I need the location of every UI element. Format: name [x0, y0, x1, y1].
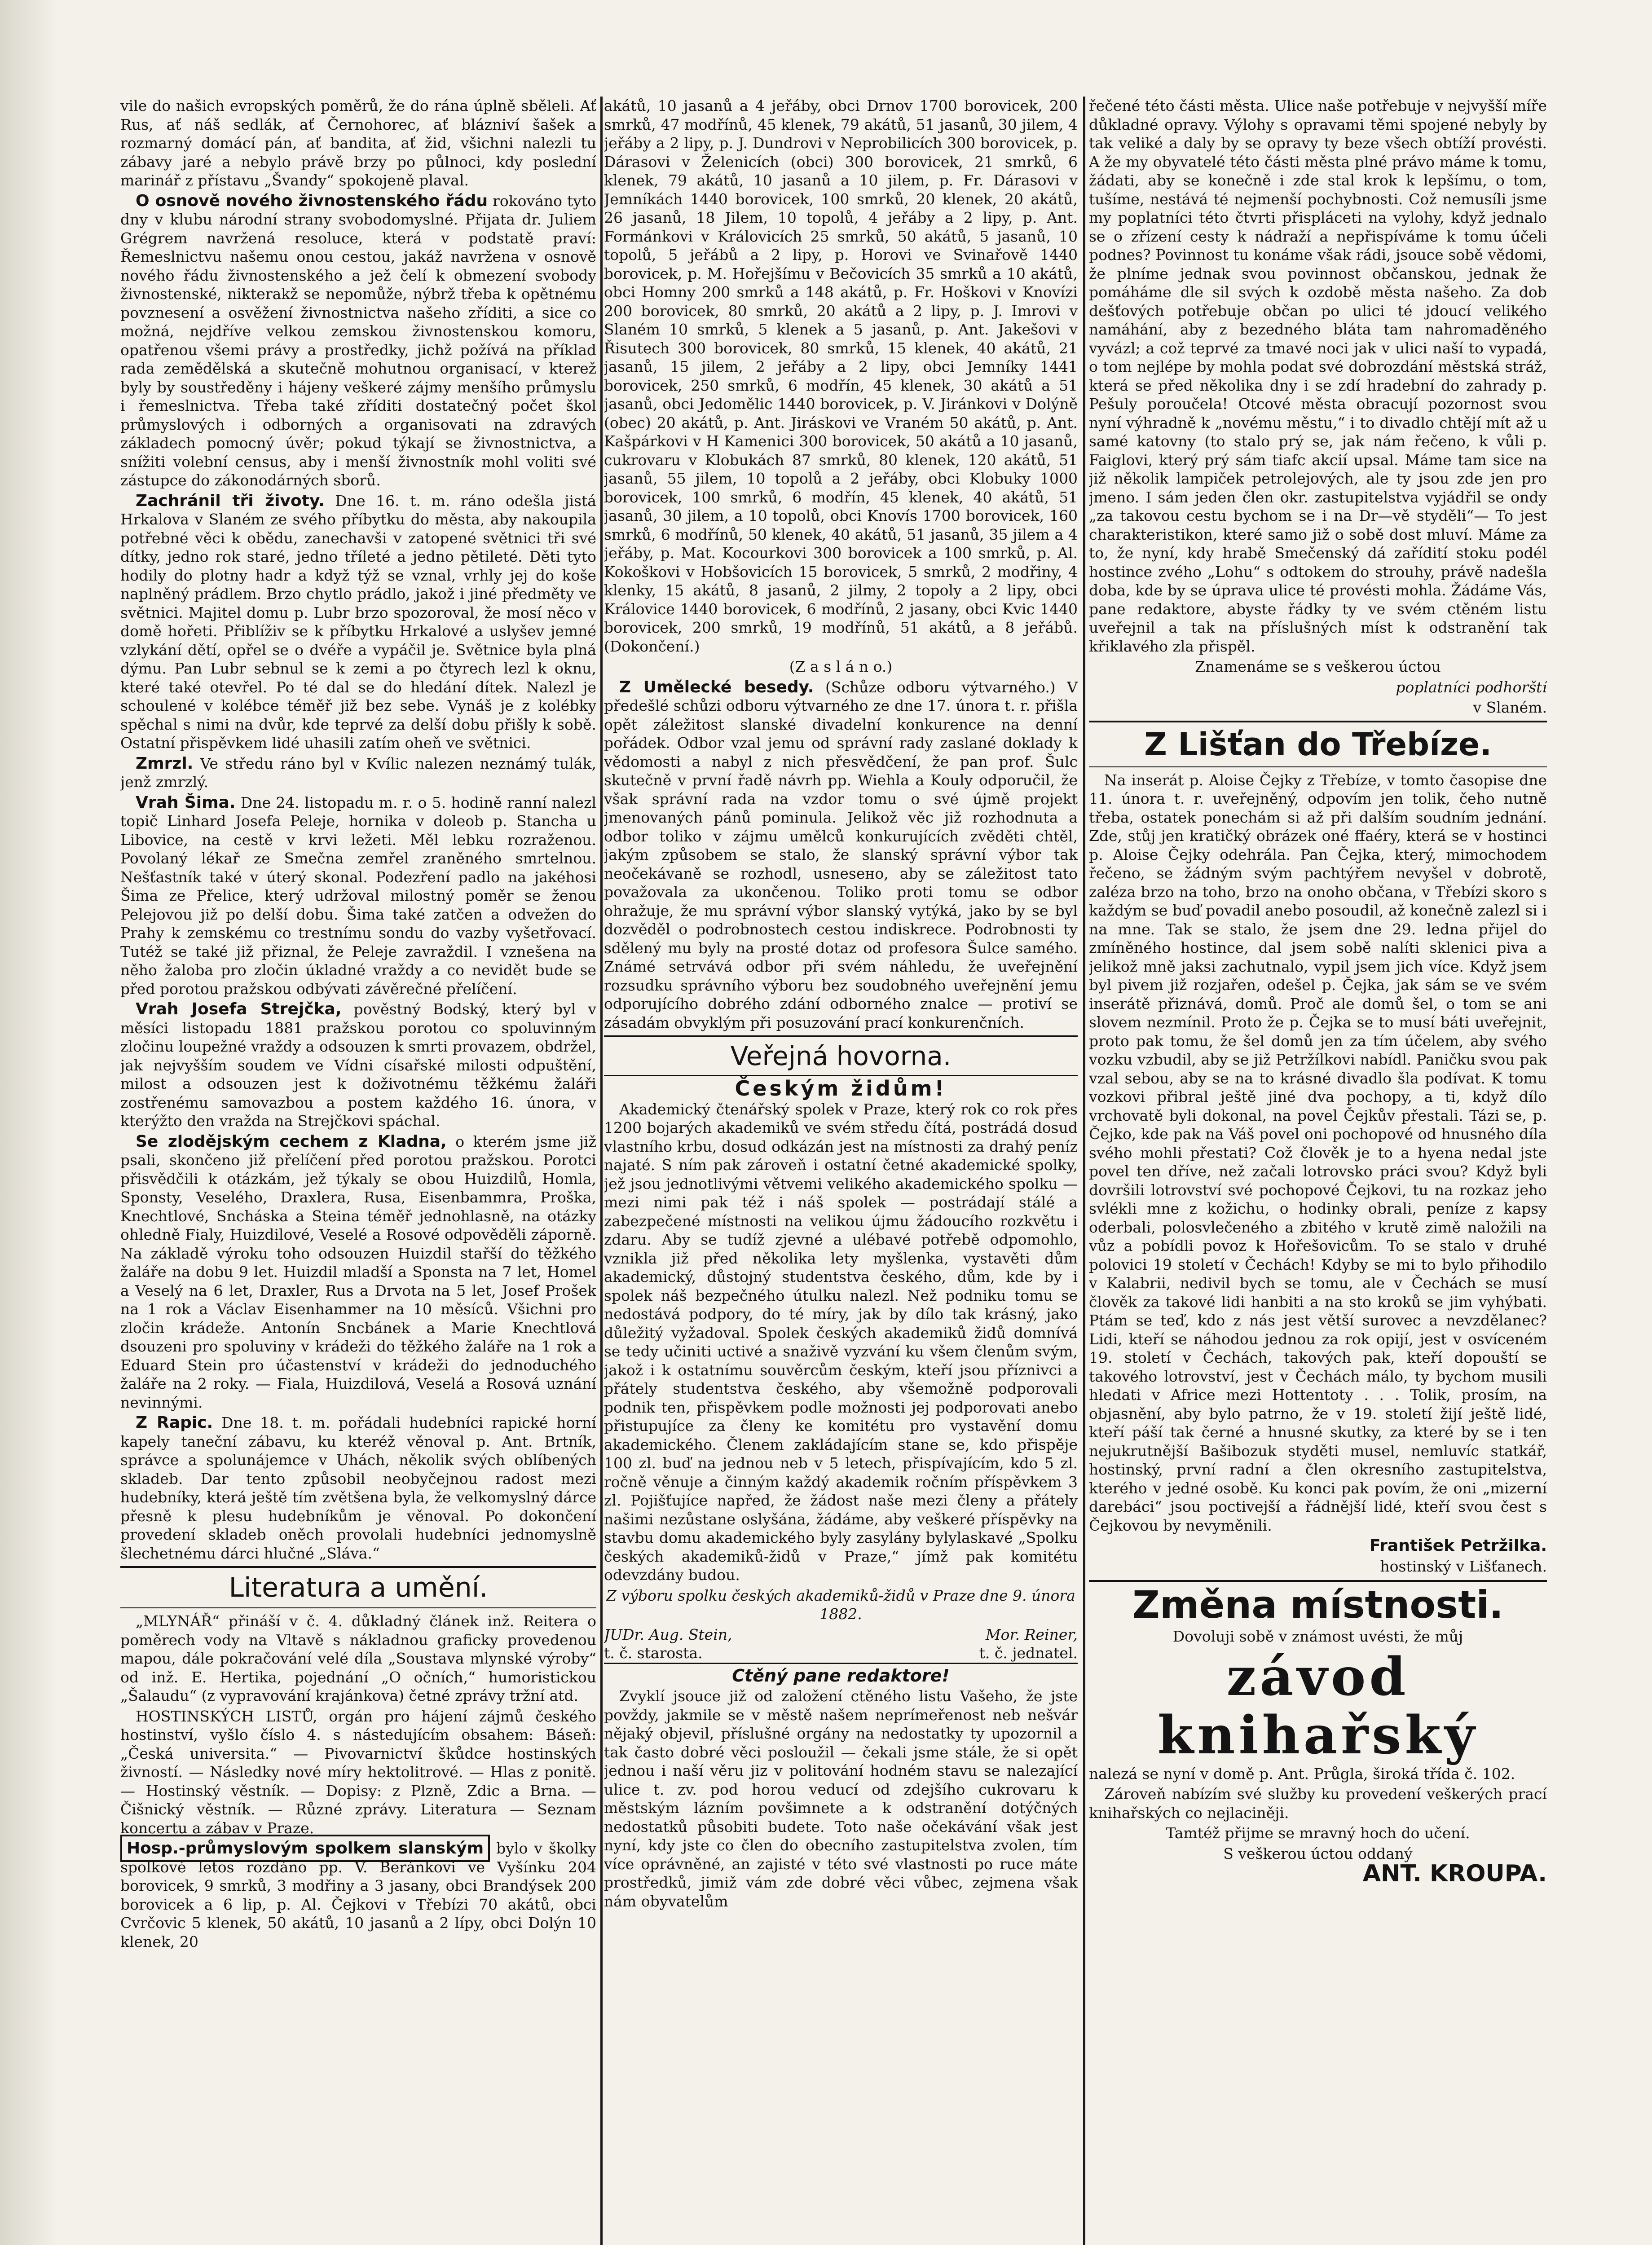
article: [120, 1000, 596, 1131]
article-text: řečené této části města. Ulice naše potřebuje v nejvyšší míře důkladné opravy. Výlohy s opravami těmi spojené nebyly by tak veliké a daly by se opravy ty beze všech obtíží provésti. A že my obyvatelé této části města plné právo máme k tomu, žádati, aby se konečně i zde stal krok k lepšímu, o tom, tušíme, nestává té nejmenší pochybnosti. Což nemusíli jsme my poplatníci této čtvrti přispláceti na vylohy, když jednalo se o zřízení cesty k nádraží a nepřispíváme k tomu účeli podnes? Povinnost tu konáme však rádi, jsouce sobě vědomi, že plníme jednak svou povinnost občanskou, jednak že pomáháme dle sil svých k ozdobě města našeho. Za dob dešťových potřebuje občan po ulici té jdoucí velikého namáhání, aby z bezedného bláta tam nahromaděného vyvázl; a což teprvé za tmavé noci jak v ulici naší to vypadá, o tom nejlépe by mohla podat své dobrozdání městská stráž, která se před několika dny i se zdí hradební do zahrady p. Pešuly poroučela! Otcové města obracují pozornost svou nyní výhradně k „novému městu,“ i to divadlo chtějí mít až u samé katovny (to stalo prý se, jak nám řečeno, k vůli p. Faiglovi, který prý sám tiafc akcií upsal. Máme tam sice na již několik lampiček petrolejových, ale ty jsou zde jen pro jmeno. I sám jeden člen okr. zastupitelstva vyjádřil se ondy „za takovou cestu bychom se i na Dr—vě styděli“— To jest charakteristikon, které samo již o sobě dost mluví. Máme za to, že nyní, kdy hrabě Smečenský dá zařídití stoku podél hostince zvého „Lohu“ s odtokem do strouhy, právě nadešla doba, kde by se úprava ulice té provésti mohla. Žádáme Vás, pane redaktore, abyste řádky ty ve svém ctěném listu uveřejnil a tak na příslušných míst k odstranění tak křiklavého zla přispěl.: [1089, 97, 1547, 655]
dateline: Z výboru spolku českých akademiků-židů v Praze dne 9. února 1882.: [606, 1586, 1075, 1623]
signature-row: [604, 1644, 1078, 1663]
headline: Se zlodějským cechem z Kladna,: [136, 1132, 447, 1151]
article-text: Ve středu ráno byl v Kvílic nalezen neznámý tulák, jenž zmrzlý.: [120, 754, 596, 791]
headline: Zmrzl.: [136, 754, 194, 773]
column-1: [120, 97, 596, 2245]
section-title: Veřejná hovorna.: [604, 1035, 1078, 1076]
article: [120, 1132, 596, 1412]
headline: Z Umělecké besedy.: [619, 678, 814, 696]
signature-role: hostinský v Lišťanech.: [1380, 1557, 1547, 1575]
headline: Vrah Josefa Strejčka,: [136, 1000, 342, 1018]
article-text: Akademický čtenářský spolek v Praze, který rok co rok přes 1200 bojarých akademiků ve svém středu čítá, postrádá dosud vlastního krbu, dosud odkázán jest na místnosti za drahý peníz najaté. S ním pak zároveň i ostatní četné akademické spolky, jež jsou jednotlivými větvemi velikého akademického spolku — mezi nimi pak též i náš spolek — postrádají stálé a zabezpečené místnosti na velikou újmu žádoucího rozkvětu i zdaru. Aby se tudíž zjevné a ulébavé potřebě odpomohlo, vznikla již před několika lety myšlenka, vystavěti dům akademický, důstojný studentstva českého, dům, kde by i spolek náš bezpečného útulku nalezl. Než podniku tomu se nedostává podpory, do té míry, jak by dílo tak krásný, jako důležitý vyžadoval. Spolek českých akademiků židů domnívá se tedy učiniti uctivé a snaživě vyzvání ku všem členům svým, jakož i k ostatnímu souvěrcům českým, kteří jsou příznivci a přátely studentstva českého, aby všemožně podporovali podnik ten, přispěvkem podle možnosti jej podporovati anebo přistupujíce za členy ke komitétu pro vystavění domu akademického. Členem zakládajícím stane se, kdo přispěje 100 zl. buď na jednou neb v 5 letech, přispívajícím, kdo 5 zl. ročně věnuje a činným každý akademik ročním příspěvkem 3 zl. Pojišťujíce napřed, že žádost naše mezi členy a přátely našimi nezůstane oslyšána, žádáme, aby veškeré příspěvky na stavbu domu akademického byly zasylány bylylaskavé „Spolku českých akademiků-židů v Praze,“ jímž pak komitétu odevzdány budou.: [604, 1100, 1078, 1584]
column-3: [1089, 97, 1547, 2245]
signature-role: t. č. starosta.: [604, 1644, 703, 1662]
article: [120, 793, 596, 999]
article-text: o kterém jsme již psali, skončeno již přelíčení před porotou pražskou. Porotci přisvědčili k otázkám, jež týkaly se obou Huizdilů, Homla, Sponsty, Veselého, Draxlera, Rusa, Eisenbammra, Proška, Knechtlové, Sncháska a Steina téměř jednohlasně, na otázky ohledně Fialy, Huizdilové, Veselé a Rosové odpověděli záporně. Na základě výroku toho odsouzen Huizdil stařší do těžkého žaláře na dobu 9 let. Huizdil mladší a Sponsta na 7 let, Homel a Veselý na 6 let, Draxler, Rus a Drvota na 5 let, Josef Prošek na 1 rok a Václav Eisenhammer na 10 měsíců. Všichni pro zločin krádeže. Antonín Sncbánek a Marie Knechtlová dsouzeni pro spoluviny v krádeži do těžkého žaláře na 1 rok a Eduard Stein pro účastenství v krádeži do jednoduchého žaláře na 2 roky. — Fiala, Huizdilová, Veselá a Rosová uznání nevinnými.: [120, 1132, 596, 1411]
article: [120, 1839, 596, 1951]
column-rule: [1083, 97, 1085, 2245]
closing: Znamenáme se s veškerou úctou: [1195, 658, 1441, 675]
headline: O osnově nového živnostenského řádu: [136, 191, 488, 210]
ad-signature: ANT. KROUPA.: [1362, 1860, 1547, 1887]
column-rule: [600, 97, 603, 2245]
ad-title: Změna místnosti.: [1089, 1580, 1547, 1627]
ad-text: S veškerou úctou oddaný: [1223, 1844, 1413, 1862]
signature-row: [604, 1625, 1078, 1644]
ad-text: Zároveň nabízím své služby ku provedení veškerých prací knihařských co nejlaciněji.: [1089, 1785, 1547, 1822]
article-text: HOSTINSKÝCH LISTŮ, orgán pro hájení zájmů českého hostinství, vyšlo číslo 4. s nástedujícím obsahem: Báseň: „Česká universita.“ — Pivovarnictví škůdce hostinských živností. — Následky nové míry hektolitrové. — Hlas z ponitě. — Hostinský věstník. — Dopisy: z Plzně, Zdic a Brna. — Čišnický věstník. — Různé zprávy. Literatura — Seznam koncertu a zábav v Praze.: [120, 1707, 596, 1837]
article-text: vile do našich evropských poměrů, že do rána úplně sběleli. Ať Rus, ať náš sedlák, ať Černohorec, ať blázniví šašek a rozmarný domácí pán, ať bandita, ať žid, všichni nalezli tu zábavy jaré a nebylo právě brzy po půlnoci, kdy poslední marinář z přístavu „Švandy“ spokojeně plaval.: [120, 97, 596, 189]
headline: Z Rapic.: [136, 1413, 213, 1432]
section-title: Z Lišťan do Třebíze.: [1089, 721, 1547, 767]
article: [120, 192, 596, 490]
signature-place: v Slaném.: [1473, 699, 1547, 716]
subheading: Českým židům!: [735, 1076, 947, 1100]
subheading: Ctěný pane redaktore!: [604, 1663, 1078, 1686]
column-2: [604, 97, 1078, 2245]
article: [120, 754, 596, 792]
ad-text: nalezá se nyní v domě p. Ant. Průgla, široká třída č. 102.: [1089, 1765, 1515, 1783]
article: [604, 678, 1078, 1032]
headline: Hosp.-průmyslovým spolkem slanským: [120, 1835, 490, 1862]
article-text: Na inserát p. Aloise Čejky z Třebíze, v tomto časopise dne 11. února t. r. uveřejněný, odpovím jen tolik, čeho nutně třeba, ostatek ponechám si až při dalším soudním jednání. Zde, stůj jen kratičký obrázek oné ffaéry, která se v hostinci p. Aloise Čejky odehrála. Pan Čejka, který, mimochodem řečeno, se žádným svým pachtýřem nevyšel v dobrotě, zaléza brzo na toho, brzo na onoho občana, v Třebízi skoro s každým se buď povadil anebo posoudil, až konečně zalezl si i na mne. Tak se stalo, že jsem dne 29. ledna přijel do zmíněného hostince, dal jsem sobě nalíti sklenici piva a jelikož mně jaksi zachutnalo, vypil jsem jich více. Když jsem byl pivem již rozjařen, odešel p. Čejka, jak sám se ve svém inserátě přiznává, domů. Proč ale domů šel, o tom se ani slovem nezmínil. Proto že p. Čejka se to musí báti uveřejnit, proto pak tomu, že šel domů jen za tím účelem, aby svého vozku vzbudil, aby se již Petržílkovi nabídl. Paničku svou pak vzal sebou, aby se na to krásné divadlo šla podívat. K tomu vozkovi přibral ještě jiné dva pochopy, a ti, když dílo vrchovatě byli dokonal, na povel Čejkův přestali. Tázi se, p. Čejko, kde pak na Váš povel oni pochopové od hnusného díla svého mohli přestati? Což člověk je to a hyena nedal jste povel ten dříve, než začali lotrovsko práci svou? Když byli dovršili lotrovství své pochopové Čejkovi, tu na rozkaz jeho svlékli mne z kožichu, o hodinky obrali, peníze z kapsy oderbali, polosvlečeného a zbitého v krutě zimě naložili na vůz a pobídli povoz k Hořešovicům. To se stalo v druhé polovici 19 století v Čechách! Kdyby se mi to bylo přihodilo v Kalabrii, nedivil bych se tomu, ale v Čechách se musí člověk za takové lidi hanbiti a na sto kroků se jim vyhýbati. Ptám se teď, kdo z nás jest větší surovec a nevzdělanec? Lidi, kteří se náhodou jednou za rok opijí, jest v osvíceném 19. století v Čechách, takových pak, kteří dopouští se takového lotrovství, jest v Čechách málo, ty bychom musili hledati v Africe mezi Hottentoty . . . Tolik, prosím, na objasnění, aby bylo patrno, že v 19. století žijí ještě lidé, kteří páší tak černé a hnusné skutky, za které by se i ten nejukrutnější Bašibozuk styděti musel, nemluvíc statkář, hostinský, první radní a člen okresního zastupitelstva, kterého v jedné osobě. Ku konci pak povím, že oni „mizerní darebáci“ jsou poctivejší a řádnější lidé, kteří svou čest s Čejkovou by nevyměnili.: [1089, 771, 1547, 1534]
headline: Zachránil tři životy.: [136, 491, 325, 510]
article-text: (Schůze odboru výtvarného.) V předešlé schůzi odboru výtvarného ze dne 17. února t. r. přišla opět záležitost slanské divadelní konkurence na denní pořádek. Odbor vzal jemu od správní rady zaslané doklady k vědomosti a nabyl z nich přesvědčení, že pan prof. Šulc skutečně v první řadě návrh pp. Wiehla a Kouly odporučil, že však správní rada na vzdor tomu o své újmě projekt jmenovaných pánů pominula. Jelikož věc již rozhodnuta a odbor toliko v zájmu umělců konkurujících zvěděti chtěl, jakým způsobem se stalo, že slanský správní výbor tak neočekávaně se rozhodl, usnesено, aby se záležitost tato považovala za ukončenou. Toliko proti tomu se odbor ohražuje, že mu správní výbor slanský vytýká, jako by se byl dozvěděl o podrobnostech cestou indiskrece. Podrobnosti ty sdělený mu byly na prosté dotaz od profesora Šulce samého. Známé setrvává odbor při svém náhledu, že uveřejnění rozsudku správního výboru bez soudobného uveřejnění jemu odporujícího dobrého zdání odborného znalce — protiví se zásadám obvyklým při posuzování prací konkurenčních.: [604, 678, 1078, 1031]
headline: Vrah Šima.: [136, 793, 236, 812]
page-edge: [0, 0, 58, 2245]
signature: poplatníci podhorští: [1396, 678, 1547, 696]
article: [120, 1413, 596, 1563]
signature: JUDr. Aug. Stein,: [604, 1625, 732, 1643]
ad-headline: závod knihařský: [1157, 1646, 1479, 1766]
article-text: rokováno tyto dny v klubu národní strany svobodomyslné. Přijata dr. Juliem Grégrem navržená resoluce, která v podstatě praví: Řemeslnictvu našemu onou cestou, jakáž navržena v osnově nového řádu živnostenského a jež čelí k obmezení svobody živnostenské, nikterakž se nepomůže, nýbrž třeba k opětnému povznesení a osvěžení živnostnictva našeho zříditi, a sice co možná, nejdříve velkou zemskou živnostenskou komoru, opatřenou všemi právy a prostředky, jichž požívá na příklad rada zemědělská a skutečně mohutnou organisací, v kterež byly by soustředěny i hájeny veškeré zájmy menšího průmyslu i řemeslnictva. Třeba také zříditi dostatečný počet škol průmyslových i odborných a organisovati na zdravých základech pomocný úvěr; pokud týkají se živnostnictva, a snížiti volební census, aby i menší živnostník mohl voliti své zástupce do zákonodárných sborů.: [120, 192, 596, 489]
section-label: (Z a s l á n o.): [789, 658, 893, 675]
section-title: Literatura a umění.: [120, 1566, 596, 1608]
ad-text: Dovoluji sobě v známost uvésti, že můj: [1172, 1628, 1463, 1645]
signature-role: t. č. jednatel.: [979, 1644, 1078, 1662]
article-text: bylo v školky spolkové letos rozdáno pp. V. Beránkovi ve Vyšínku 204 borovicek, 9 smrků, 3 modřiny a 3 jasany, obci Brandýsek 200 borovicek a 6 lip, p. Al. Čejkovi v Třebízi 70 akátů, obci Cvrčovic 5 klenek, 50 akátů, 10 jasanů a 2 lípy, obci Dolýn 10 klenek, 20: [120, 1840, 596, 1950]
article-text: pověstný Bodský, který byl v měsíci listopadu 1881 pražskou porotou co spoluvinným zločinu loupežné vraždy a odsouzen k smrti provazem, obdržel, jak nejvyšším soudem ve Vídni císařské milosti odpuštění, milost a odsouzen jest k doživotnému těžkému žaláři zostřenému samovazbou a postem každého 16. února, v kterýžto den vražda na Strejčkovi spáchal.: [120, 1000, 596, 1130]
article-text: akátů, 10 jasanů a 4 jeřáby, obci Drnov 1700 borovicek, 200 smrků, 47 modřínů, 45 klenek, 79 akátů, 51 jasanů, 30 jilem, 4 jeřáby a 2 lipy, p. J. Dundrovi v Neprobilicích 300 borovicek, p. Dárasovi v Želenicích (obci) 300 borovicek, 21 smrků, 6 klenek, 79 akátů, 10 jasanů a 10 jilem, p. Fr. Dárasovi v Jemníkách 1440 borovicek, 100 smrků, 20 klenek, 20 akátů, 26 jasanů, 18 Jilem, 10 topolů, 4 jeřáby a 2 lipy, p. Ant. Formánkovi v Královicích 25 smrků, 50 akátů, 5 jasanů, 10 topolů, 5 jeřábů a 2 lipy, p. Horovi ve Svinařově 1440 borovicek, p. M. Hořejšímu v Bečovicích 35 smrků a 10 akátů, obci Homny 200 smrků a 148 akátů, p. Fr. Hoškovi v Knovízi 200 borovicek, 80 smrků, 20 akátů a 2 lipy, p. J. Imrovi v Slaném 10 smrků, 5 klenek a 5 jasanů, p. Ant. Jakešovi v Řisutech 300 borovicek, 80 smrků, 15 klenek, 40 akátů, 21 jasanů, 15 jilem, 2 jeřáby a 2 lipy, obci Jemníky 1441 borovicek, 250 smrků, 6 modřín, 45 klenek, 30 akátů a 51 jasanů, obci Jedomělic 1440 borovicek, p. V. Jiránkovi v Dolýně (obec) 20 akátů, p. Ant. Jiráskovi ve Vraném 50 akátů, p. Ant. Kašpárkovi v H Kamenici 300 borovicek, 50 akátů a 10 jasanů, cukrovaru v Klobukách 87 smrků, 80 klenek, 120 akátů, 51 jasanů, 55 jilem, 10 topolů a 2 jeřáby, obci Klobuky 1000 borovicek, 100 smrků, 6 modřín, 45 klenek, 40 akátů, 51 jasanů, 30 jilem, a 10 topolů, obci Knovís 1700 borovicek, 160 smrků, 6 modřínů, 50 klenek, 40 akátů, 51 jasanů, 35 jilem a 4 jeřáby, p. Mat. Kocourkovi 300 borovicek a 100 smrků, p. Al. Kokoškovi v Hobšovicích 15 borovicek, 5 smrků, 2 modřiny, 4 klenky, 15 akátů, 8 jasanů, 2 jilmy, 2 topoly a 2 lipy, obci Královice 1440 borovicek, 6 modřínů, 2 jasany, obci Kvic 1440 borovicek, 200 smrků, 19 modřínů, 51 akátů, a 8 jeřábů. (Dokončení.): [604, 97, 1078, 655]
signature: František Petržilka.: [1369, 1536, 1547, 1555]
article-text: „MLYNÁŘ“ přináší v č. 4. důkladný článek inž. Reitera o poměrech vody na Vltavě s nákladnou graficky provedenou mapou, dále pokračování velé díla „Soustava mlynské výroby“ od inž. E. Hertika, pojednání „O očních,“ humoristickou „Šalaudu“ (z vypravování krajánkova) četné zprávy tržní atd.: [120, 1612, 596, 1704]
article-text: Dne 18. t. m. pořádali hudebníci rapické horní kapely taneční zábavu, ku kteréž věnoval p. Ant. Brtník, správce a spolunájemce v Uhách, několik svých oblíbených skladeb. Dar tento způsobil neobyčejnou radost mezi hudebníky, která ještě tím zvětšena byla, že velkomyslný dárce přesně k plesu hudebníkům je věnoval. Po dokončení provedení skladeb oněch provolali hudebníci jednomyslně šlechetnému dárci hlučné „Sláva.“: [120, 1414, 596, 1562]
article: [120, 492, 596, 753]
article-text: Dne 16. t. m. ráno odešla jistá Hrkalova v Slaném ze svého příbytku do města, aby nakoupila potřebné věci k obědu, zanechavši v zatopené světnici tři své dítky, jedno rok staré, jedno tříleté a jedno pětileté. Děti tyto hodily do plotny hadr a když týž se vznal, vrhly jej do koše naplněný prádlem. Brzo chytlo prádlo, jakož i jiné předměty ve světnici. Majitel domu p. Lubr brzo spozoroval, že mosí něco v domě hořeti. Přiblíživ se k příbytku Hrkalové a uslyšev jemné vzlykání dětí, opřel se o dvéře a vypáčil je. Světnice byla plná dýmu. Pan Lubr sebnul se k zemi a po čtyrech lezl k oknu, které také otevřel. Po té dal se do hledání dítek. Nalezl je schoulené v kolébce téměř již bez sebe. Vynáš je z kolébky spěchal s nimi na dvůr, kde teprvé za delší dobu přišly k sobě. Ostatní přispěvkem lidé uhasili zatím oheň ve světnici.: [120, 492, 596, 752]
signature: Mor. Reiner,: [985, 1625, 1078, 1643]
article-text: Zvyklí jsouce již od založení ctěného listu Vašeho, že jste povždy, jakmile se v městě našem neprímeřenost neb nešvár nějaký objevil, příslušné orgány na nedostatky ty upozornil a tak často dobré věci posloužil — čekali jsme stále, že si opět jednou i naší věru jiz v politování hodném stavu se nalezající ulice t. zv. pod horou veducí od zdejšího cukrovaru k městským lázním povšimnete a k odstranění dotýčných nedostatků působiti budete. Toto naše očekávání však jest nyní, kdy jste co člen do obecního zastupitelstva zvolen, tím více oprávněné, an zajisté v této své vlastnosti po ruce máte prostředků, jimiž vám zde dobré věci vůbec, zejmena však nám obyvatelům: [604, 1687, 1078, 1910]
article-text: Dne 24. listopadu m. r. o 5. hodině ranní nalezl topič Linhard Josefa Peleje, hornika v doleob p. Stancha u Libovice, na cestě v krvi ležeti. Měl lebku rozraženou. Povolaný lékař ze Smečna zemřel zraněného smrtelnou. Nešťastník také v úterý skonal. Podezření padlo na jakéhosi Šima ze Přelice, který udržoval milostný poměr se ženou Pelejovou již po delší dobu. Šima také zatčen a odvežen do Prahy k zemskému co trestnímu sondu do vazby vyšetřovací. Tutéž se také již přiznal, že Peleje zavraždil. I vznešena na něho žaloba pro zločin úkladné vraždy a co nevidět bude se před porotou pražskou odbývati závěrečné přelíčení.: [120, 793, 596, 998]
ad-text: Tamtéž přijme se mravný hoch do učení.: [1166, 1824, 1470, 1842]
